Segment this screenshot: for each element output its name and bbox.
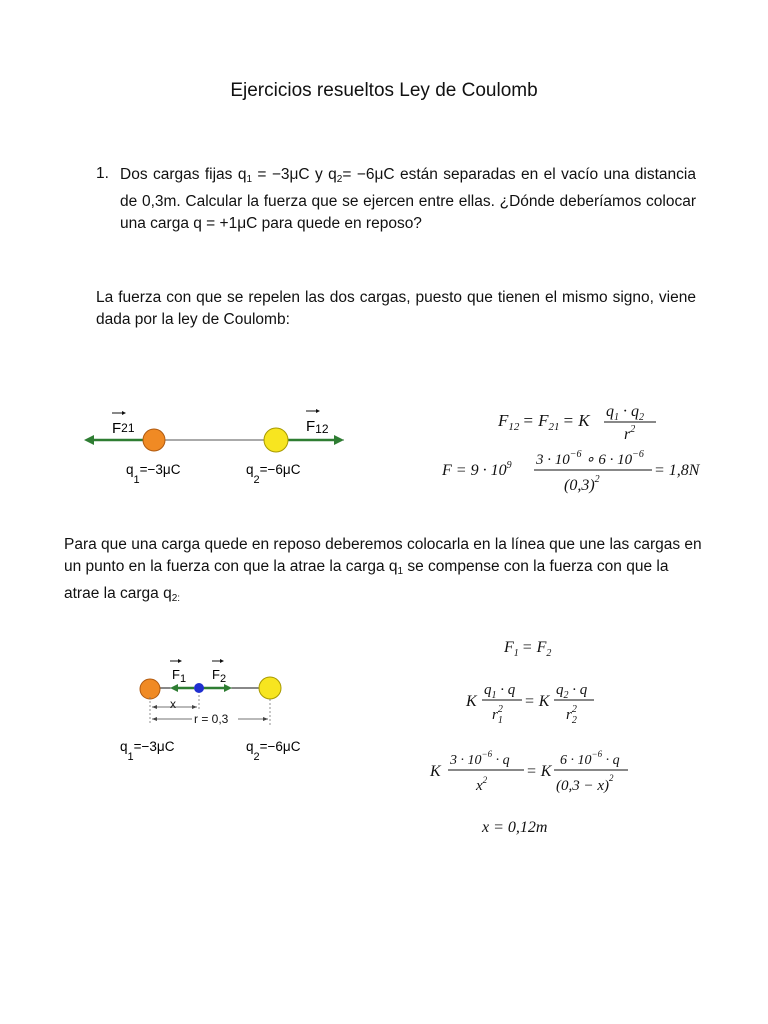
eq2-lhs: $F = 9 \cdot 10^9$: [442, 460, 512, 479]
equilibrium-text-a: Para que una carga quede en reposo deberemos colocarla en la línea que une las cargas en un punto en la fuerza con que la atrae la carga q: [64, 536, 702, 575]
coulomb-equations: [430, 398, 730, 498]
f21-arrowhead-icon: [84, 435, 94, 445]
r-label: r = 0,3: [194, 712, 229, 726]
eq3-num2: $6 \cdot 10^{-6} \cdot q$: [560, 749, 620, 768]
charge-q1-2: [140, 679, 160, 699]
f12-arrowhead-icon: [334, 435, 344, 445]
x-label: x: [170, 697, 176, 711]
eq1-denominator: $r^2$: [624, 424, 636, 443]
f1-arrowhead-icon: [170, 684, 178, 692]
f21-label: F21: [112, 420, 135, 437]
equilibrium-equations: [420, 630, 660, 845]
f1-label: $F_1$: [172, 667, 187, 685]
equilibrium-sub-a: 1: [397, 566, 404, 577]
page-title: Ejercicios resueltos Ley de Coulomb: [230, 80, 538, 101]
q2-label: $q_2=-6\mu C$: [246, 462, 301, 486]
q2-label-2: $q_2=-6\mu C$: [246, 739, 301, 763]
q1-label-2: $q_1=-3\mu C$: [120, 739, 175, 763]
f2-label: $F_2$: [212, 667, 227, 685]
eq-k2: = K: [524, 693, 550, 710]
eq-f1-equals-f2: $F_1 = F_2$: [504, 639, 552, 659]
f2-arrowhead-icon: [224, 684, 232, 692]
problem-sub-1: 1: [246, 174, 252, 185]
equilibrium-text-b: se compense con la fuerza con que la atrae la carga q: [64, 558, 669, 602]
problem-text-c: = −6μC están separadas en el vacío una distancia de 0,3m. Calcular la fuerza que se ejercen entre ellas. ¿Dónde deberíamos colocar una carga q = +1μC para quede en reposo?: [120, 166, 696, 232]
eq3-den1: $x^2$: [476, 775, 488, 794]
explanation-coulomb: La fuerza con que se repelen las dos cargas, puesto que tienen el mismo signo, viene dada por la ley de Coulomb:: [96, 289, 696, 328]
eq-num1: $q_1 \cdot q$: [484, 682, 516, 701]
eq3-k1: K: [430, 763, 441, 780]
q1-label: $q_1=-3\mu C$: [126, 462, 181, 486]
eq2-denominator: $(0,3)^2$: [564, 474, 600, 494]
f12-label: F12: [306, 418, 329, 436]
problem-statement: [120, 164, 696, 235]
charge-q2-2: [259, 677, 281, 699]
charge-q2: [264, 428, 288, 452]
eq-result-x: x = 0,12m: [482, 819, 548, 836]
problem-text-a: Dos cargas fijas q: [120, 166, 247, 183]
equilibrium-diagram: [110, 655, 340, 770]
eq3-k2: = K: [526, 763, 552, 780]
eq2-result: = 1,8N: [654, 462, 700, 479]
explanation-equilibrium: [64, 534, 704, 610]
eq3-num1: $3 \cdot 10^{-6} \cdot q$: [450, 749, 510, 768]
equilibrium-sub-b: 2:: [171, 593, 181, 604]
eq-num2: $q_2 \cdot q$: [556, 682, 588, 701]
eq-den1: $r_12$: [492, 704, 503, 726]
problem-text-b: = −3μC y q: [252, 166, 337, 183]
problem-sub-2: 2: [336, 174, 343, 185]
eq1-lhs: $F_{12} = F_{21} = K$: [498, 411, 590, 433]
eq-k1: K: [466, 693, 477, 710]
test-charge-q: [194, 683, 204, 693]
problem-number: 1.: [96, 165, 109, 182]
eq3-den2: $(0,3 - x)^2$: [556, 773, 614, 794]
charge-q1: [143, 429, 165, 451]
repulsion-diagram: [80, 400, 380, 495]
eq2-numerator: $3 \cdot 10^{-6}$ ∘ $6 \cdot 10^{-6}$: [536, 449, 644, 468]
eq1-numerator: $q_1 \cdot q_2$: [606, 403, 644, 423]
eq-den2: $r_22$: [566, 704, 577, 726]
